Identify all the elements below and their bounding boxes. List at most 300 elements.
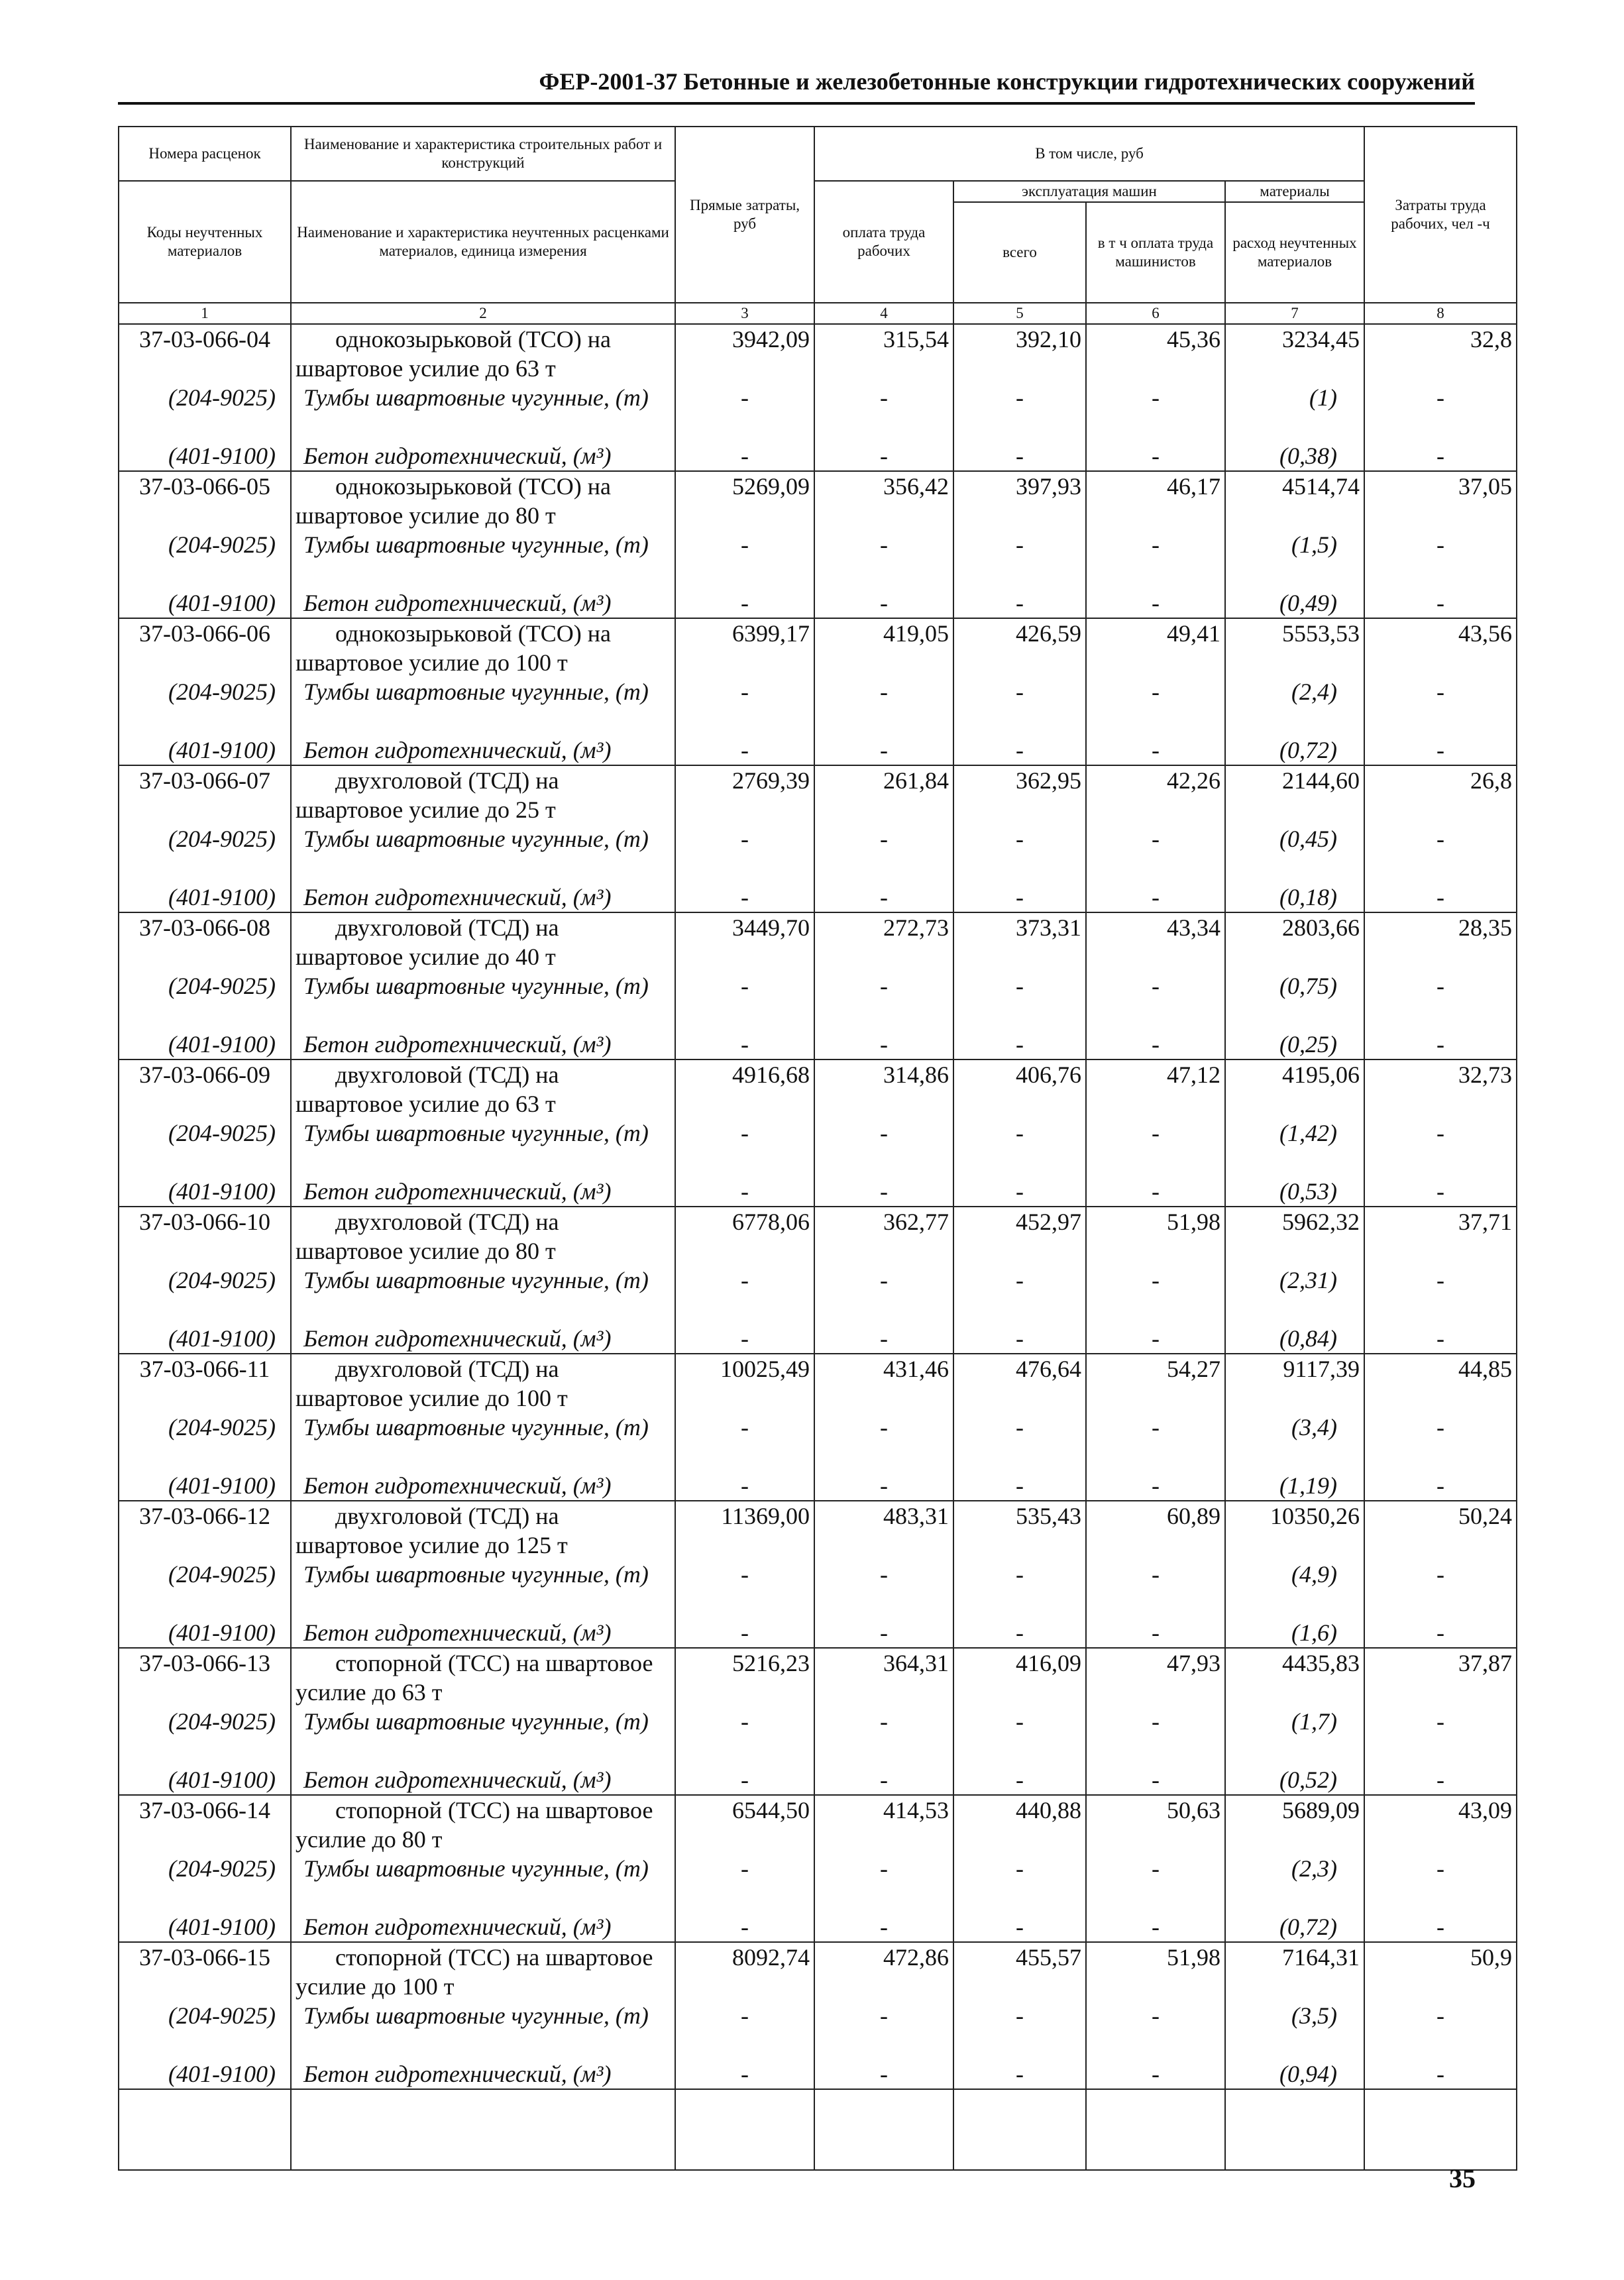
material-name: Тумбы швартовные чугунные, (т) (291, 1560, 675, 1618)
material-name: Бетон гидротехнический, (м³) (291, 735, 675, 765)
labor-hours: 50,9 (1364, 1942, 1517, 2001)
material-code: (401-9100) (119, 735, 291, 765)
dash-cell: - (953, 1324, 1086, 1354)
dash-cell: - (675, 1854, 814, 1912)
material-code: (401-9100) (119, 441, 291, 471)
material-row (119, 1324, 1517, 1354)
dash-cell: - (675, 1324, 814, 1354)
dash-cell: - (953, 1471, 1086, 1501)
material-code: (401-9100) (119, 1030, 291, 1059)
dash-cell: - (675, 1413, 814, 1471)
dash-cell: - (814, 735, 953, 765)
dash-cell: - (1086, 1707, 1225, 1765)
material-name: Бетон гидротехнический, (м³) (291, 1912, 675, 1942)
labor-pay: 261,84 (814, 765, 953, 824)
rate-row (119, 471, 1517, 530)
material-row (119, 2001, 1517, 2059)
material-code: (401-9100) (119, 1324, 291, 1354)
machinists-pay: 54,27 (1086, 1354, 1225, 1413)
dash-cell: - (675, 530, 814, 588)
materials-cost: 5689,09 (1225, 1795, 1364, 1854)
machinists-pay: 47,93 (1086, 1648, 1225, 1707)
machines-total: 452,97 (953, 1207, 1086, 1266)
rate-code: 37-03-066-08 (119, 912, 291, 971)
labor-pay: 419,05 (814, 618, 953, 677)
dash-cell: - (953, 1707, 1086, 1765)
machines-total: 406,76 (953, 1059, 1086, 1118)
machines-total: 535,43 (953, 1501, 1086, 1560)
dash-cell: - (1086, 530, 1225, 588)
material-code: (401-9100) (119, 1912, 291, 1942)
dash-cell: - (1086, 588, 1225, 618)
material-row (119, 1413, 1517, 1471)
dash-cell: - (953, 1765, 1086, 1795)
labor-hours: 50,24 (1364, 1501, 1517, 1560)
dash-cell: - (1086, 1324, 1225, 1354)
dash-cell: - (1364, 383, 1517, 441)
dash-cell: - (814, 1707, 953, 1765)
material-consumption: (0,72) (1225, 1912, 1364, 1942)
labor-pay: 431,46 (814, 1354, 953, 1413)
material-code: (401-9100) (119, 588, 291, 618)
dash-cell: - (953, 824, 1086, 883)
dash-cell: - (953, 677, 1086, 735)
materials-cost: 2144,60 (1225, 765, 1364, 824)
material-row (119, 1118, 1517, 1177)
labor-pay: 272,73 (814, 912, 953, 971)
material-consumption: (1,6) (1225, 1618, 1364, 1648)
header-machinists-pay: в т ч оплата труда машинистов (1086, 202, 1225, 303)
labor-hours: 26,8 (1364, 765, 1517, 824)
column-number: 7 (1225, 303, 1364, 324)
dash-cell: - (953, 883, 1086, 912)
work-name: двухголовой (ТСД) на швартовое усилие до 80 т (291, 1207, 675, 1266)
dash-cell: - (814, 588, 953, 618)
material-consumption: (0,18) (1225, 883, 1364, 912)
material-name: Тумбы швартовные чугунные, (т) (291, 1118, 675, 1177)
dash-cell: - (814, 1266, 953, 1324)
rate-code: 37-03-066-07 (119, 765, 291, 824)
material-name: Тумбы швартовные чугунные, (т) (291, 383, 675, 441)
material-consumption: (0,75) (1225, 971, 1364, 1030)
dash-cell: - (1364, 530, 1517, 588)
material-code: (204-9025) (119, 530, 291, 588)
machinists-pay: 45,36 (1086, 324, 1225, 383)
column-number: 6 (1086, 303, 1225, 324)
dash-cell: - (675, 1707, 814, 1765)
labor-pay: 315,54 (814, 324, 953, 383)
material-code: (204-9025) (119, 824, 291, 883)
material-consumption: (0,45) (1225, 824, 1364, 883)
material-name: Тумбы швартовные чугунные, (т) (291, 677, 675, 735)
labor-hours: 32,73 (1364, 1059, 1517, 1118)
rate-code: 37-03-066-04 (119, 324, 291, 383)
material-name: Бетон гидротехнический, (м³) (291, 1177, 675, 1207)
material-name: Тумбы швартовные чугунные, (т) (291, 1413, 675, 1471)
material-row (119, 1471, 1517, 1501)
material-row (119, 1912, 1517, 1942)
rate-row (119, 912, 1517, 971)
material-code: (401-9100) (119, 2059, 291, 2089)
work-name: двухголовой (ТСД) на швартовое усилие до 100 т (291, 1354, 675, 1413)
dash-cell: - (1086, 971, 1225, 1030)
materials-cost: 3234,45 (1225, 324, 1364, 383)
material-name: Бетон гидротехнический, (м³) (291, 2059, 675, 2089)
dash-cell: - (675, 588, 814, 618)
material-consumption: (0,53) (1225, 1177, 1364, 1207)
direct-costs: 6399,17 (675, 618, 814, 677)
material-row (119, 2059, 1517, 2089)
material-consumption: (0,49) (1225, 588, 1364, 618)
column-number: 4 (814, 303, 953, 324)
dash-cell: - (814, 2059, 953, 2089)
dash-cell: - (814, 530, 953, 588)
dash-cell: - (1364, 735, 1517, 765)
material-row (119, 1765, 1517, 1795)
material-row (119, 677, 1517, 735)
materials-cost: 4435,83 (1225, 1648, 1364, 1707)
dash-cell: - (1364, 1413, 1517, 1471)
machines-total: 373,31 (953, 912, 1086, 971)
labor-hours: 43,09 (1364, 1795, 1517, 1854)
direct-costs: 5269,09 (675, 471, 814, 530)
machinists-pay: 42,26 (1086, 765, 1225, 824)
rate-code: 37-03-066-14 (119, 1795, 291, 1854)
material-row (119, 1560, 1517, 1618)
material-row (119, 588, 1517, 618)
rate-group (119, 1648, 1517, 1795)
material-code: (204-9025) (119, 1118, 291, 1177)
dash-cell: - (953, 971, 1086, 1030)
rate-code: 37-03-066-15 (119, 1942, 291, 2001)
dash-cell: - (953, 1618, 1086, 1648)
header-name-materials: Наименование и характеристика неучтенных расценками материалов, единица измерения (291, 181, 675, 303)
document-title: ФЕР-2001-37 Бетонные и железобетонные конструкции гидротехнических сооружений (539, 68, 1475, 95)
dash-cell: - (1364, 883, 1517, 912)
materials-cost: 5553,53 (1225, 618, 1364, 677)
dash-cell: - (814, 1471, 953, 1501)
rate-code: 37-03-066-12 (119, 1501, 291, 1560)
material-code: (204-9025) (119, 1560, 291, 1618)
dash-cell: - (675, 1030, 814, 1059)
dash-cell: - (675, 1912, 814, 1942)
rate-code: 37-03-066-10 (119, 1207, 291, 1266)
dash-cell: - (1086, 1912, 1225, 1942)
dash-cell: - (814, 971, 953, 1030)
dash-cell: - (1364, 2059, 1517, 2089)
machinists-pay: 43,34 (1086, 912, 1225, 971)
dash-cell: - (1086, 735, 1225, 765)
material-code: (401-9100) (119, 1177, 291, 1207)
material-row (119, 735, 1517, 765)
dash-cell: - (814, 2001, 953, 2059)
materials-cost: 10350,26 (1225, 1501, 1364, 1560)
material-code: (401-9100) (119, 1765, 291, 1795)
dash-cell: - (1364, 1266, 1517, 1324)
material-row (119, 441, 1517, 471)
work-name: стопорной (ТСС) на швартовое усилие до 100 т (291, 1942, 675, 2001)
rate-group (119, 1354, 1517, 1501)
page-number: 35 (1449, 2163, 1476, 2193)
dash-cell: - (1364, 1471, 1517, 1501)
dash-cell: - (953, 1118, 1086, 1177)
rate-code: 37-03-066-06 (119, 618, 291, 677)
rate-row (119, 1059, 1517, 1118)
header-machines-total: всего (953, 202, 1086, 303)
dash-cell: - (1364, 971, 1517, 1030)
header-labor-hours: Затраты труда рабочих, чел -ч (1364, 127, 1517, 303)
direct-costs: 5216,23 (675, 1648, 814, 1707)
material-code: (204-9025) (119, 1266, 291, 1324)
labor-hours: 32,8 (1364, 324, 1517, 383)
dash-cell: - (814, 1912, 953, 1942)
material-code: (401-9100) (119, 1618, 291, 1648)
rate-group (119, 1059, 1517, 1207)
rate-group (119, 765, 1517, 912)
material-row (119, 530, 1517, 588)
material-code: (401-9100) (119, 883, 291, 912)
dash-cell: - (1364, 1560, 1517, 1618)
material-code: (204-9025) (119, 971, 291, 1030)
dash-cell: - (1086, 2001, 1225, 2059)
column-numbers-row (119, 303, 1517, 324)
material-name: Тумбы швартовные чугунные, (т) (291, 1266, 675, 1324)
materials-cost: 4514,74 (1225, 471, 1364, 530)
dash-cell: - (814, 1118, 953, 1177)
work-name: однокозырьковой (ТСО) на швартовое усилие до 100 т (291, 618, 675, 677)
labor-hours: 44,85 (1364, 1354, 1517, 1413)
direct-costs: 10025,49 (675, 1354, 814, 1413)
dash-cell: - (675, 735, 814, 765)
dash-cell: - (1086, 1854, 1225, 1912)
dash-cell: - (1086, 441, 1225, 471)
work-name: однокозырьковой (ТСО) на швартовое усилие до 80 т (291, 471, 675, 530)
dash-cell: - (675, 2059, 814, 2089)
material-consumption: (1,42) (1225, 1118, 1364, 1177)
machinists-pay: 50,63 (1086, 1795, 1225, 1854)
labor-hours: 37,05 (1364, 471, 1517, 530)
machinists-pay: 47,12 (1086, 1059, 1225, 1118)
dash-cell: - (1364, 1854, 1517, 1912)
dash-cell: - (675, 441, 814, 471)
column-number: 2 (291, 303, 675, 324)
work-name: двухголовой (ТСД) на швартовое усилие до 25 т (291, 765, 675, 824)
dash-cell: - (1364, 2001, 1517, 2059)
dash-cell: - (675, 383, 814, 441)
dash-cell: - (814, 1560, 953, 1618)
header-materials: материалы (1225, 181, 1364, 202)
machinists-pay: 51,98 (1086, 1207, 1225, 1266)
machinists-pay: 49,41 (1086, 618, 1225, 677)
material-consumption: (2,3) (1225, 1854, 1364, 1912)
material-name: Тумбы швартовные чугунные, (т) (291, 1854, 675, 1912)
direct-costs: 2769,39 (675, 765, 814, 824)
dash-cell: - (1086, 1118, 1225, 1177)
dash-cell: - (814, 1413, 953, 1471)
dash-cell: - (814, 1765, 953, 1795)
dash-cell: - (675, 2001, 814, 2059)
header-rate-numbers: Номера расценок (119, 127, 291, 181)
dash-cell: - (1086, 1030, 1225, 1059)
rate-row (119, 618, 1517, 677)
dash-cell: - (814, 383, 953, 441)
materials-cost: 7164,31 (1225, 1942, 1364, 2001)
dash-cell: - (675, 971, 814, 1030)
materials-cost: 4195,06 (1225, 1059, 1364, 1118)
rate-row (119, 324, 1517, 383)
material-row (119, 1266, 1517, 1324)
material-consumption: (1,5) (1225, 530, 1364, 588)
material-name: Тумбы швартовные чугунные, (т) (291, 530, 675, 588)
work-name: стопорной (ТСС) на швартовое усилие до 80 т (291, 1795, 675, 1854)
rate-group (119, 324, 1517, 471)
material-code: (204-9025) (119, 2001, 291, 2059)
work-name: стопорной (ТСС) на швартовое усилие до 63 т (291, 1648, 675, 1707)
rate-group (119, 1795, 1517, 1942)
direct-costs: 3942,09 (675, 324, 814, 383)
machines-total: 476,64 (953, 1354, 1086, 1413)
dash-cell: - (814, 1854, 953, 1912)
rate-group (119, 1942, 1517, 2089)
column-number: 3 (675, 303, 814, 324)
rate-code: 37-03-066-09 (119, 1059, 291, 1118)
rate-row (119, 1942, 1517, 2001)
direct-costs: 3449,70 (675, 912, 814, 971)
material-name: Бетон гидротехнический, (м³) (291, 1324, 675, 1354)
material-consumption: (1) (1225, 383, 1364, 441)
material-name: Бетон гидротехнический, (м³) (291, 1030, 675, 1059)
labor-pay: 472,86 (814, 1942, 953, 2001)
machines-total: 455,57 (953, 1942, 1086, 2001)
page-header (118, 65, 1475, 105)
material-consumption: (2,4) (1225, 677, 1364, 735)
material-name: Тумбы швартовные чугунные, (т) (291, 824, 675, 883)
dash-cell: - (814, 883, 953, 912)
dash-cell: - (675, 1118, 814, 1177)
dash-cell: - (1086, 677, 1225, 735)
material-consumption: (0,52) (1225, 1765, 1364, 1795)
dash-cell: - (1086, 1560, 1225, 1618)
dash-cell: - (1364, 677, 1517, 735)
dash-cell: - (1086, 1618, 1225, 1648)
labor-pay: 362,77 (814, 1207, 953, 1266)
direct-costs: 4916,68 (675, 1059, 814, 1118)
material-code: (204-9025) (119, 1854, 291, 1912)
material-consumption: (0,84) (1225, 1324, 1364, 1354)
dash-cell: - (814, 824, 953, 883)
header-direct-costs: Прямые затраты, руб (675, 127, 814, 303)
material-consumption: (3,5) (1225, 2001, 1364, 2059)
direct-costs: 11369,00 (675, 1501, 814, 1560)
labor-pay: 356,42 (814, 471, 953, 530)
table-filler (119, 2089, 1517, 2170)
dash-cell: - (1086, 883, 1225, 912)
material-code: (204-9025) (119, 677, 291, 735)
material-row (119, 383, 1517, 441)
dash-cell: - (1364, 1912, 1517, 1942)
machines-total: 416,09 (953, 1648, 1086, 1707)
materials-cost: 9117,39 (1225, 1354, 1364, 1413)
rate-group (119, 1501, 1517, 1648)
rate-group (119, 618, 1517, 765)
rate-row (119, 1795, 1517, 1854)
dash-cell: - (1086, 2059, 1225, 2089)
material-code: (204-9025) (119, 1413, 291, 1471)
rate-row (119, 1354, 1517, 1413)
material-row (119, 824, 1517, 883)
material-name: Тумбы швартовные чугунные, (т) (291, 1707, 675, 1765)
rate-row (119, 1648, 1517, 1707)
rate-code: 37-03-066-05 (119, 471, 291, 530)
machinists-pay: 51,98 (1086, 1942, 1225, 2001)
dash-cell: - (675, 1471, 814, 1501)
material-name: Бетон гидротехнический, (м³) (291, 1765, 675, 1795)
machines-total: 392,10 (953, 324, 1086, 383)
work-name: двухголовой (ТСД) на швартовое усилие до 63 т (291, 1059, 675, 1118)
material-code: (204-9025) (119, 1707, 291, 1765)
material-consumption: (4,9) (1225, 1560, 1364, 1618)
machinists-pay: 60,89 (1086, 1501, 1225, 1560)
dash-cell: - (1086, 1413, 1225, 1471)
dash-cell: - (675, 883, 814, 912)
dash-cell: - (814, 441, 953, 471)
column-number: 1 (119, 303, 291, 324)
dash-cell: - (675, 1560, 814, 1618)
material-name: Бетон гидротехнический, (м³) (291, 441, 675, 471)
dash-cell: - (1364, 1618, 1517, 1648)
dash-cell: - (1364, 441, 1517, 471)
material-name: Тумбы швартовные чугунные, (т) (291, 971, 675, 1030)
machines-total: 440,88 (953, 1795, 1086, 1854)
header-machines: эксплуатация машин (953, 181, 1225, 202)
rates-table (118, 126, 1517, 2171)
material-name: Бетон гидротехнический, (м³) (291, 1471, 675, 1501)
labor-hours: 28,35 (1364, 912, 1517, 971)
dash-cell: - (953, 1030, 1086, 1059)
dash-cell: - (814, 1618, 953, 1648)
labor-pay: 414,53 (814, 1795, 953, 1854)
rate-code: 37-03-066-13 (119, 1648, 291, 1707)
dash-cell: - (953, 1177, 1086, 1207)
dash-cell: - (953, 383, 1086, 441)
labor-hours: 37,71 (1364, 1207, 1517, 1266)
rate-row (119, 1501, 1517, 1560)
column-number: 5 (953, 303, 1086, 324)
dash-cell: - (953, 735, 1086, 765)
dash-cell: - (1364, 1707, 1517, 1765)
dash-cell: - (953, 1912, 1086, 1942)
material-consumption: (0,38) (1225, 441, 1364, 471)
material-row (119, 1854, 1517, 1912)
material-row (119, 1030, 1517, 1059)
dash-cell: - (1364, 588, 1517, 618)
materials-cost: 2803,66 (1225, 912, 1364, 971)
labor-pay: 364,31 (814, 1648, 953, 1707)
material-consumption: (0,72) (1225, 735, 1364, 765)
material-consumption: (0,25) (1225, 1030, 1364, 1059)
header-name-works: Наименование и характеристика строительных работ и конструкций (291, 127, 675, 181)
dash-cell: - (1364, 824, 1517, 883)
work-name: двухголовой (ТСД) на швартовое усилие до 125 т (291, 1501, 675, 1560)
dash-cell: - (675, 677, 814, 735)
dash-cell: - (1086, 1266, 1225, 1324)
dash-cell: - (675, 1765, 814, 1795)
header-including: В том числе, руб (814, 127, 1364, 181)
machines-total: 362,95 (953, 765, 1086, 824)
machinists-pay: 46,17 (1086, 471, 1225, 530)
material-row (119, 883, 1517, 912)
labor-pay: 314,86 (814, 1059, 953, 1118)
